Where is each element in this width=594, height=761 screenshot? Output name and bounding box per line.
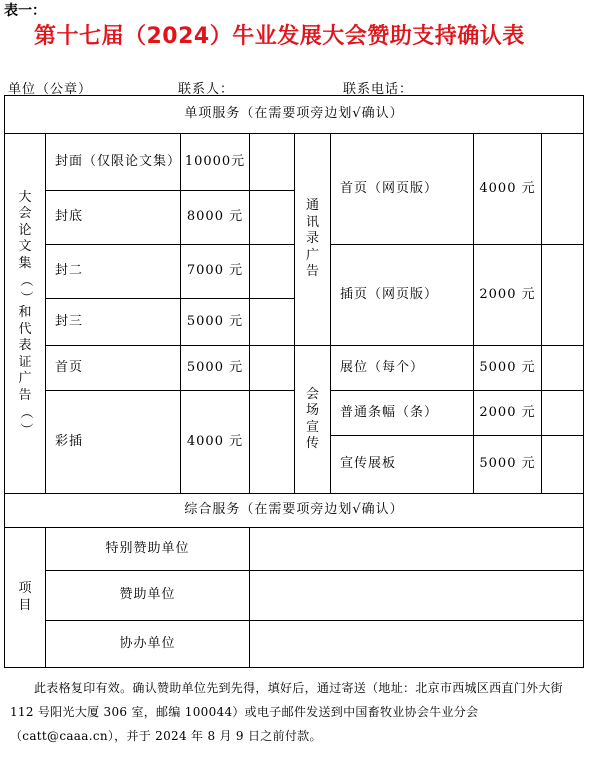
item-price-inside-front: 7000 元 [186,263,244,279]
check-cell-banner[interactable] [542,391,583,435]
item-price-web-insert: 2000 元 [479,286,536,302]
item-name-color-insert: 彩插 [55,433,84,449]
group-label-project: 项 目 [18,581,32,613]
check-cell-inside-front[interactable] [250,245,294,298]
contact-person-label: 联系人： [178,82,235,97]
item-price-inside-back: 5000 元 [186,313,244,329]
item-price-color-insert: 4000 元 [186,433,244,449]
check-cell-web-insert[interactable] [542,245,583,345]
combined-service-header: 综合服务（在需要项旁边划√确认） [184,502,404,518]
item-price-web-first-page: 4000 元 [479,180,536,196]
item-name-back-cover: 封底 [55,209,84,225]
single-service-header: 单项服务（在需要项旁边划√确认） [184,106,404,122]
group-label-proceedings: 大 会 论 文 集 （ ） 和 代 表 证 广 告 （ ） [18,189,34,436]
unit-seal-label: 单位（公章） [8,82,93,97]
contact-phone-label: 联系电话： [343,82,414,97]
check-cell-web-first-page[interactable] [542,134,583,244]
check-cell-first-page[interactable] [250,346,294,390]
check-cell-inside-back[interactable] [250,299,294,345]
table-label: 表一： [4,3,46,19]
check-cell-special-sponsor[interactable] [250,528,583,570]
document-title: 第十七届（2024）牛业发展大会赞助支持确认表 [34,24,525,49]
group-label-directory: 通 讯 录 广 告 [305,198,319,280]
item-name-banner: 普通条幅（条） [340,404,439,420]
item-price-back-cover: 8000 元 [186,209,244,225]
check-cell-color-insert[interactable] [250,391,294,493]
check-cell-sponsor[interactable] [250,571,583,620]
item-name-first-page: 首页 [55,359,84,375]
item-name-co-organizer: 协办单位 [119,635,176,651]
check-cell-booth[interactable] [542,346,583,390]
item-name-front-cover: 封面（仅限论文集） [55,153,182,169]
item-price-display-board: 5000 元 [479,456,536,472]
item-name-sponsor: 赞助单位 [119,587,176,603]
check-cell-display-board[interactable] [542,436,583,493]
item-name-display-board: 宣传展板 [340,456,397,472]
check-cell-back-cover[interactable] [250,191,294,244]
item-price-booth: 5000 元 [479,359,536,375]
item-name-booth: 展位（每个） [340,359,425,375]
item-price-front-cover: 10000元 [184,153,246,169]
item-name-inside-front: 封二 [55,263,84,279]
item-name-web-insert: 插页（网页版） [340,286,439,302]
check-cell-front-cover[interactable] [250,134,294,190]
item-price-first-page: 5000 元 [186,359,244,375]
footnote-instructions: 此表格复印有效。确认赞助单位先到先得，填好后，通过寄送（地址：北京市西城区西直门外大街 112 号阳光大厦 306 室，邮编 100044）或电子邮件发送到中国畜牧业协会牛业分会（catt@caaa.cn），并于 2024 年 8 月 9 日之前付款。 [10,681,563,743]
item-name-special-sponsor: 特别赞助单位 [105,540,190,556]
check-cell-co-organizer[interactable] [250,621,583,667]
item-price-banner: 2000 元 [479,404,536,420]
group-label-venue: 会 场 宣 传 [305,386,319,451]
item-name-web-first-page: 首页（网页版） [340,180,439,196]
item-name-inside-back: 封三 [55,313,84,329]
